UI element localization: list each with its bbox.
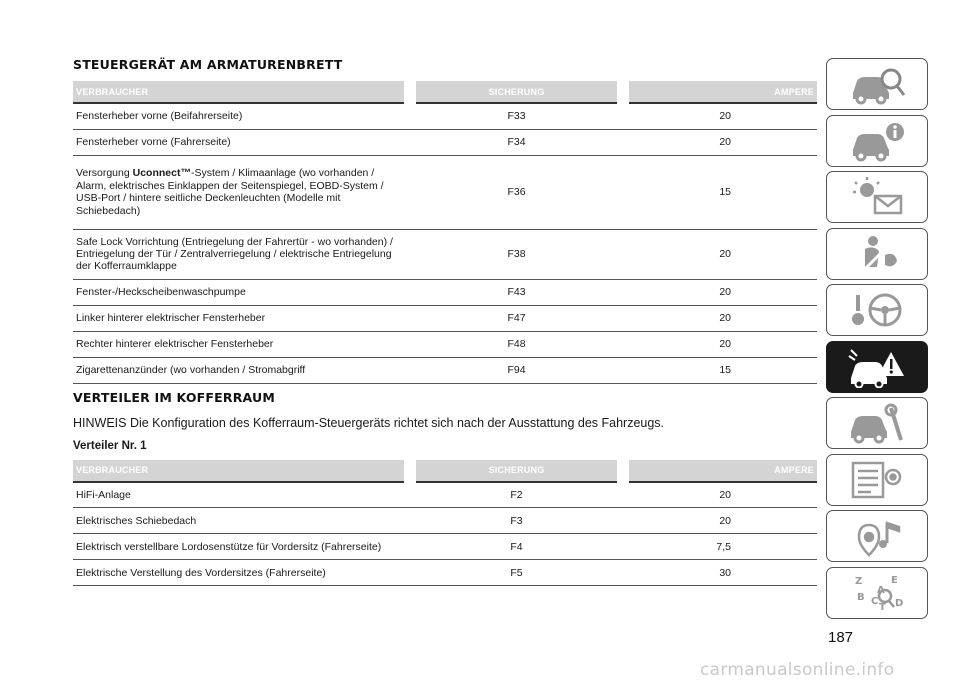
tab-index[interactable]	[826, 567, 928, 619]
section-title-trunk: VERTEILER IM KOFFERRAUM	[73, 389, 276, 405]
fuse-cell: F34	[410, 129, 623, 155]
table-row	[73, 508, 817, 534]
note-text: HINWEIS Die Konfiguration des Kofferraum-Steuergeräts richtet sich nach der Ausstattung des Fahrzeugs.	[73, 415, 665, 430]
table-row	[73, 103, 817, 129]
steering-wheel-key-icon	[847, 289, 907, 331]
table-row	[73, 482, 817, 508]
fuse-cell: F4	[410, 534, 623, 560]
tab-warning-lights[interactable]	[826, 171, 928, 223]
consumer-cell: Rechter hinterer elektrischer Fensterheber	[73, 331, 410, 357]
tab-technical-data[interactable]	[826, 454, 928, 506]
ampere-cell: 30	[623, 560, 817, 586]
airbag-seatbelt-icon	[847, 233, 907, 275]
table-row	[73, 279, 817, 305]
tab-multimedia[interactable]	[826, 510, 928, 562]
fuse-cell: F5	[410, 560, 623, 586]
table-row	[73, 560, 817, 586]
ampere-cell: 20	[623, 331, 817, 357]
ampere-cell: 20	[623, 279, 817, 305]
tab-starting-driving[interactable]	[826, 284, 928, 336]
table-row	[73, 129, 817, 155]
ampere-cell: 20	[623, 508, 817, 534]
header-consumer: VERBRAUCHER	[73, 81, 410, 103]
fuse-cell: F47	[410, 305, 623, 331]
ampere-cell: 20	[623, 482, 817, 508]
index-alphabet-icon	[847, 572, 907, 614]
tab-vehicle-info[interactable]	[826, 115, 928, 167]
ampere-cell: 20	[623, 229, 817, 279]
section-title-dashboard: STEUERGERÄT AM ARMATURENBRETT	[73, 57, 343, 72]
index-letter: Z	[855, 575, 863, 587]
header-ampere: AMPERE	[623, 81, 817, 103]
table-row	[73, 229, 817, 279]
consumer-prefix: Versorgung	[76, 167, 133, 179]
trunk-fuse-table	[73, 460, 817, 587]
consumer-cell: HiFi-Anlage	[73, 482, 410, 508]
ampere-cell: 20	[623, 305, 817, 331]
consumer-cell: Fensterheber vorne (Beifahrerseite)	[73, 103, 410, 129]
table-row	[73, 357, 817, 383]
ampere-cell: 7,5	[623, 534, 817, 560]
header-ampere: AMPERE	[623, 460, 817, 482]
page-number: 187	[828, 629, 854, 646]
warning-light-message-icon	[847, 176, 907, 218]
fuse-cell: F38	[410, 229, 623, 279]
car-emergency-icon	[847, 346, 907, 388]
consumer-cell: Zigarettenanzünder (wo vorhanden / Stromabgriff	[73, 357, 410, 383]
header-consumer: VERBRAUCHER	[73, 460, 410, 482]
table-row	[73, 331, 817, 357]
distributor-subtitle: Verteiler Nr. 1	[73, 439, 147, 452]
table-header-row	[73, 460, 817, 482]
consumer-cell: Fenster-/Heckscheibenwaschpumpe	[73, 279, 410, 305]
car-tools-icon	[847, 402, 907, 444]
uconnect-brand: Uconnect™	[132, 167, 191, 179]
index-letter: E	[891, 574, 898, 586]
fuse-cell: F36	[410, 155, 623, 229]
index-letter: A	[877, 584, 885, 596]
consumer-cell: Elektrisches Schiebedach	[73, 508, 410, 534]
main-content	[73, 57, 817, 586]
consumer-cell: Safe Lock Vorrichtung (Entriegelung der Fahrertür - wo vorhanden) / Entriegelung der Tür / Zentralverriegelung / elektrische Entriegelung der Kofferraumklappe	[73, 229, 410, 279]
ampere-cell: 15	[623, 357, 817, 383]
index-letter: C	[871, 595, 879, 607]
chapter-sidebar	[826, 58, 928, 623]
fuse-cell: F33	[410, 103, 623, 129]
tab-vehicle-knowledge[interactable]	[826, 58, 928, 110]
consumer-cell	[73, 155, 410, 229]
consumer-cell: Fensterheber vorne (Fahrerseite)	[73, 129, 410, 155]
consumer-cell: Linker hinterer elektrischer Fensterheber	[73, 305, 410, 331]
header-fuse: SICHERUNG	[410, 81, 623, 103]
ampere-cell: 20	[623, 129, 817, 155]
consumer-cell: Elektrisch verstellbare Lordosenstütze für Vordersitz (Fahrerseite)	[73, 534, 410, 560]
index-letter: T	[879, 601, 886, 613]
multimedia-icon	[847, 515, 907, 557]
fuse-cell: F3	[410, 508, 623, 534]
table-row	[73, 305, 817, 331]
car-info-icon	[847, 120, 907, 162]
tab-safety[interactable]	[826, 228, 928, 280]
fuse-cell: F2	[410, 482, 623, 508]
index-letter: B	[857, 591, 865, 603]
header-fuse: SICHERUNG	[410, 460, 623, 482]
dashboard-fuse-table	[73, 81, 817, 384]
fuse-cell: F43	[410, 279, 623, 305]
index-letter: D	[895, 597, 904, 609]
fuse-cell: F94	[410, 357, 623, 383]
watermark: carmanualsonline.info	[700, 660, 895, 680]
ampere-cell: 15	[623, 155, 817, 229]
consumer-cell: Elektrische Verstellung des Vordersitzes (Fahrerseite)	[73, 560, 410, 586]
car-search-icon	[847, 63, 907, 105]
tab-emergency[interactable]	[826, 341, 928, 393]
table-header-row	[73, 81, 817, 103]
fuse-cell: F48	[410, 331, 623, 357]
tab-maintenance[interactable]	[826, 397, 928, 449]
ampere-cell: 20	[623, 103, 817, 129]
table-row	[73, 534, 817, 560]
consumer-suffix: -System / Klimaanlage (wo vorhanden / Alarm, elektrisches Einklappen der Seitenspiegel, EOBD-System / USB-Port / hintere seitliche Deckenleuchten (Modelle mit Schiebedach)	[76, 167, 384, 217]
table-row	[73, 155, 817, 229]
specs-gear-icon	[847, 459, 907, 501]
